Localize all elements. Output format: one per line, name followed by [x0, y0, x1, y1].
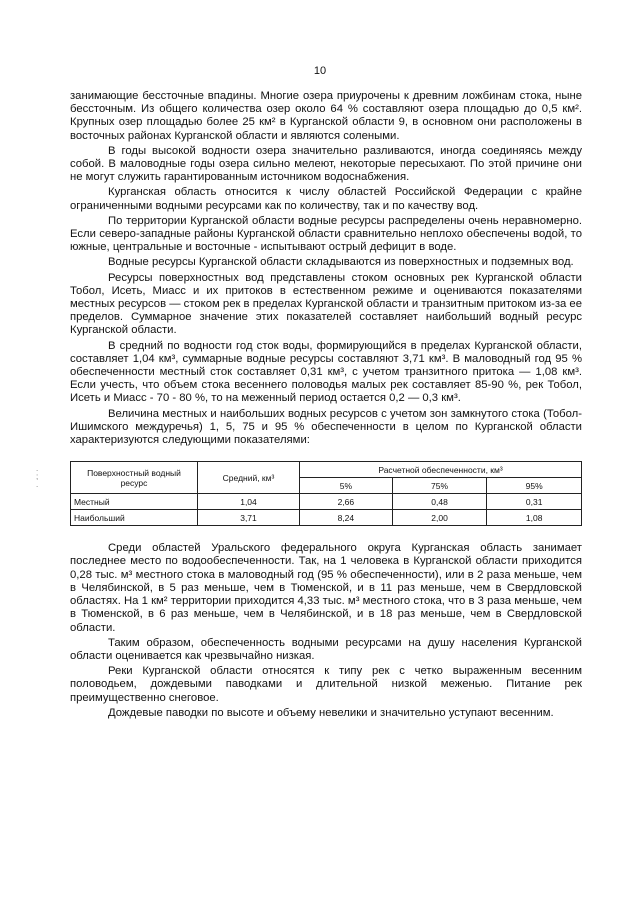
- paragraph: Ресурсы поверхностных вод представлены стоком основных рек Курганской области Тобол, Исеть, Миасс и их притоков в естественном режиме и оцениваются показателями местных ресурсов — стоком рек в пределах Курганской области и транзитным притоком из-за ее пределов. Суммарное значение этих показателей составляет наибольший водный ресурс Курганской области.: [70, 271, 582, 337]
- paragraph: Величина местных и наибольших водных ресурсов с учетом зон замкнутого стока (Тобол-Ишимского междуречья) 1, 5, 75 и 95 % обеспеченности в целом по Курганской области характеризуются следующими показателями:: [70, 407, 582, 447]
- table-cell-name: Наибольший: [71, 510, 198, 526]
- paragraph: Курганская область относится к числу областей Российской Федерации с крайне ограниченными водными ресурсами как по количеству, так и по качеству вод.: [70, 186, 582, 212]
- paragraph: занимающие бессточные впадины. Многие озера приурочены к древним ложбинам стока, ныне бессточным. Из общего количества озер около 64 % составляют озера площадью до 0,5 км². Крупных озер площадью более 25 км² в Курганской области 9, в основном они расположены в восточных районах Курганской области и являются солеными.: [70, 90, 582, 142]
- paragraph: Реки Курганской области относятся к типу рек с четко выраженным весенним половодьем, дождевыми паводками и длительной низкой меженью. Питание рек преимущественно снеговое.: [70, 665, 582, 704]
- paragraph: В годы высокой водности озера значительно разливаются, иногда соединяясь между собой. В маловодные годы озера сильно мелеют, некоторые пересыхают. По этой причине они не могут служить гарантированным источником водоснабжения.: [70, 144, 582, 184]
- paragraph: По территории Курганской области водные ресурсы распределены очень неравномерно. Если северо-западные районы Курганской области сравнительно неплохо обеспечены водой, то южные, центральные и восточные - испытывают острый дефицит в воде.: [70, 214, 582, 254]
- body-text: [70, 90, 582, 722]
- table-header-calc: Расчетной обеспеченности, км³: [300, 462, 582, 478]
- table-cell-p75: 0,48: [392, 494, 487, 510]
- paragraph: Среди областей Уральского федерального округа Курганская область занимает последнее место по водообеспеченности. Так, на 1 человека в Курганской области приходится 0,28 тыс. м³ местного стока в маловодный год (95 % обеспеченности), или в 2 раза меньше, чем в Челябинской, в 5 раз меньше, чем в Тюменской, и в 11 раз меньше, чем в Свердловской областях. На 1 км² территории приходится 4,33 тыс. м³ местного стока, что в 3 раза меньше, чем в Тюменской, в 6 раз меньше, чем в Челябинской, и в 18 раз меньше, чем в Свердловской области.: [70, 542, 582, 634]
- table-row: [71, 494, 582, 510]
- water-resources-table: [70, 461, 582, 526]
- table-subheader-5: 5%: [300, 478, 393, 494]
- table-cell-p95: 0,31: [487, 494, 582, 510]
- paragraph: Дождевые паводки по высоте и объему невелики и значительно уступают весенним.: [108, 706, 554, 719]
- table-cell-p5: 2,66: [300, 494, 393, 510]
- margin-mark: . ; .: [36, 464, 39, 489]
- table-header-resource: Поверхностный водный ресурс: [71, 462, 198, 494]
- table-header-mean: Средний, км³: [198, 462, 300, 494]
- table-cell-p75: 2,00: [392, 510, 487, 526]
- table-cell-mean: 1,04: [198, 494, 300, 510]
- table-header-row: [71, 462, 582, 478]
- paragraph: В средний по водности год сток воды, формирующийся в пределах Курганской области, составляет 1,04 км³, суммарные водные ресурсы составляют 3,71 км³. В маловодный год 95 % обеспеченности местный сток составляет 0,31 км³, с учетом транзитного притока — 1,08 км³. Если учесть, что объем стока весеннего половодья малых рек составляет 85-90 %, рек Тобол, Исеть и Миасс - 70 - 80 %, то на меженный период остается 0,2 — 0,3 км³.: [70, 339, 582, 405]
- paragraph: Водные ресурсы Курганской области складываются из поверхностных и подземных вод.: [108, 256, 574, 269]
- table-cell-name: Местный: [71, 494, 198, 510]
- paragraph: Таким образом, обеспеченность водными ресурсами на душу населения Курганской области оценивается как чрезвычайно низкая.: [70, 636, 582, 662]
- table-cell-p95: 1,08: [487, 510, 582, 526]
- page-number: 10: [313, 65, 327, 77]
- table-subheader-95: 95%: [487, 478, 582, 494]
- table-cell-p5: 8,24: [300, 510, 393, 526]
- table-subheader-75: 75%: [392, 478, 487, 494]
- table-cell-mean: 3,71: [198, 510, 300, 526]
- table-row: [71, 510, 582, 526]
